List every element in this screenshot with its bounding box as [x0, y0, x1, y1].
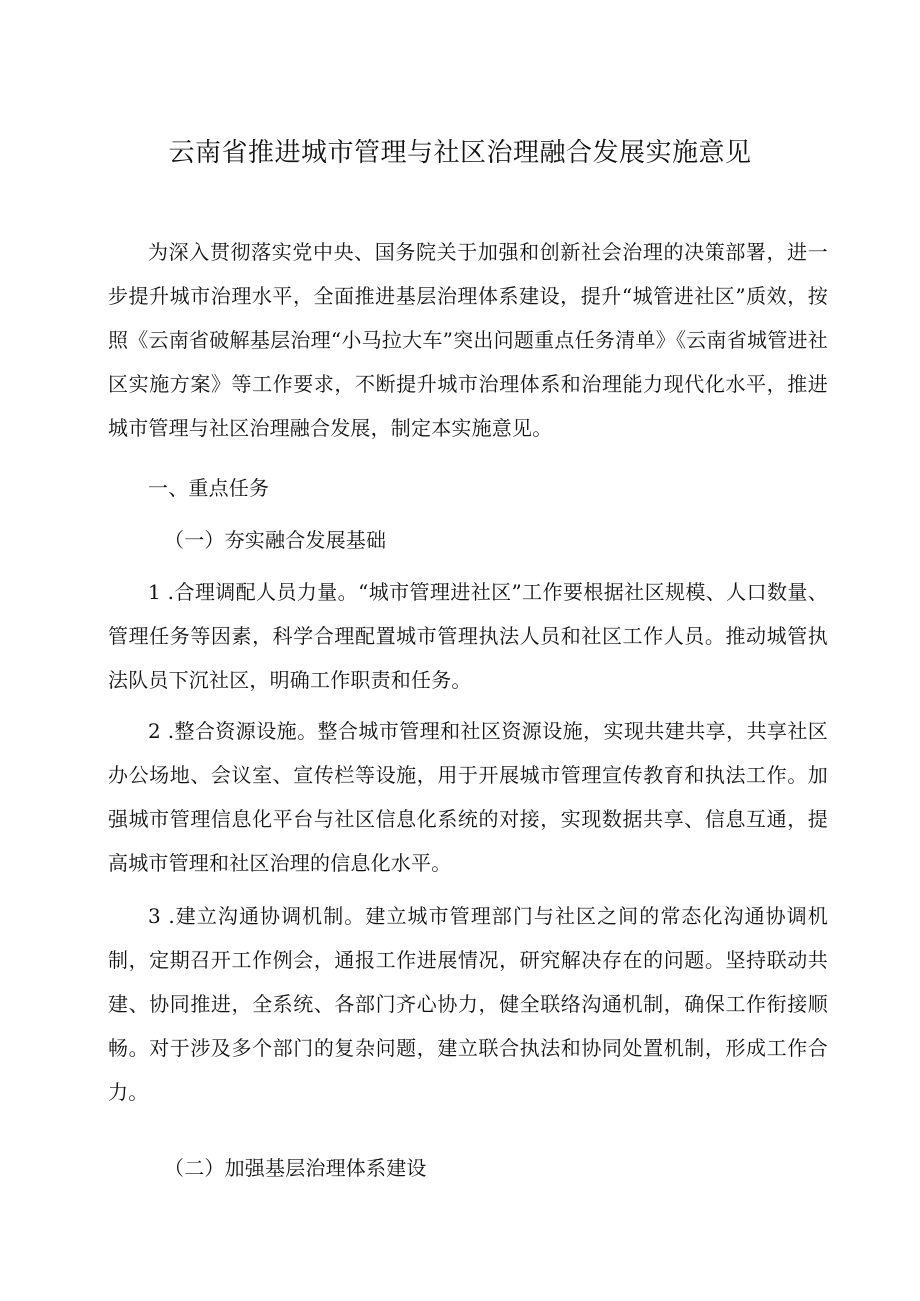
subsection-heading-governance: （二）加强基层治理体系建设 [164, 1156, 427, 1180]
intro-paragraph: 为深入贯彻落实党中央、国务院关于加强和创新社会治理的决策部署，进一步提升城市治理水平，全面推进基层治理体系建设，提升“城管进社区”质效，按照《云南省破解基层治理“小马拉大车”突出问题重点任务清单》《云南省城管进社区实施方案》等工作要求，不断提升城市治理体系和治理能力现代化水平，推进城市管理与社区治理融合发展，制定本实施意见。 [108, 240, 828, 440]
paragraph-item-2: 2 .整合资源设施。整合城市管理和社区资源设施，实现共建共享，共享社区办公场地、会议室、宣传栏等设施，用于开展城市管理宣传教育和执法工作。加强城市管理信息化平台与社区信息化系统的对接，实现数据共享、信息互通，提高城市管理和社区治理的信息化水平。 [108, 719, 828, 875]
section-heading-key-tasks: 一、重点任务 [148, 476, 270, 500]
subsection-heading-foundation: （一）夯实融合发展基础 [164, 528, 387, 552]
document-title: 云南省推进城市管理与社区治理融合发展实施意见 [168, 138, 752, 168]
paragraph-item-3: 3 .建立沟通协调机制。建立城市管理部门与社区之间的常态化沟通协调机制，定期召开工作例会，通报工作进展情况，研究解决存在的问题。坚持联动共建、协同推进，全系统、各部门齐心协力，健全联络沟通机制，确保工作衔接顺畅。对于涉及多个部门的复杂问题，建立联合执法和协同处置机制，形成工作合力。 [108, 904, 828, 1104]
paragraph-item-1: 1 .合理调配人员力量。“城市管理进社区”工作要根据社区规模、人口数量、管理任务等因素，科学合理配置城市管理执法人员和社区工作人员。推动城管执法队员下沉社区，明确工作职责和任务。 [108, 580, 828, 692]
